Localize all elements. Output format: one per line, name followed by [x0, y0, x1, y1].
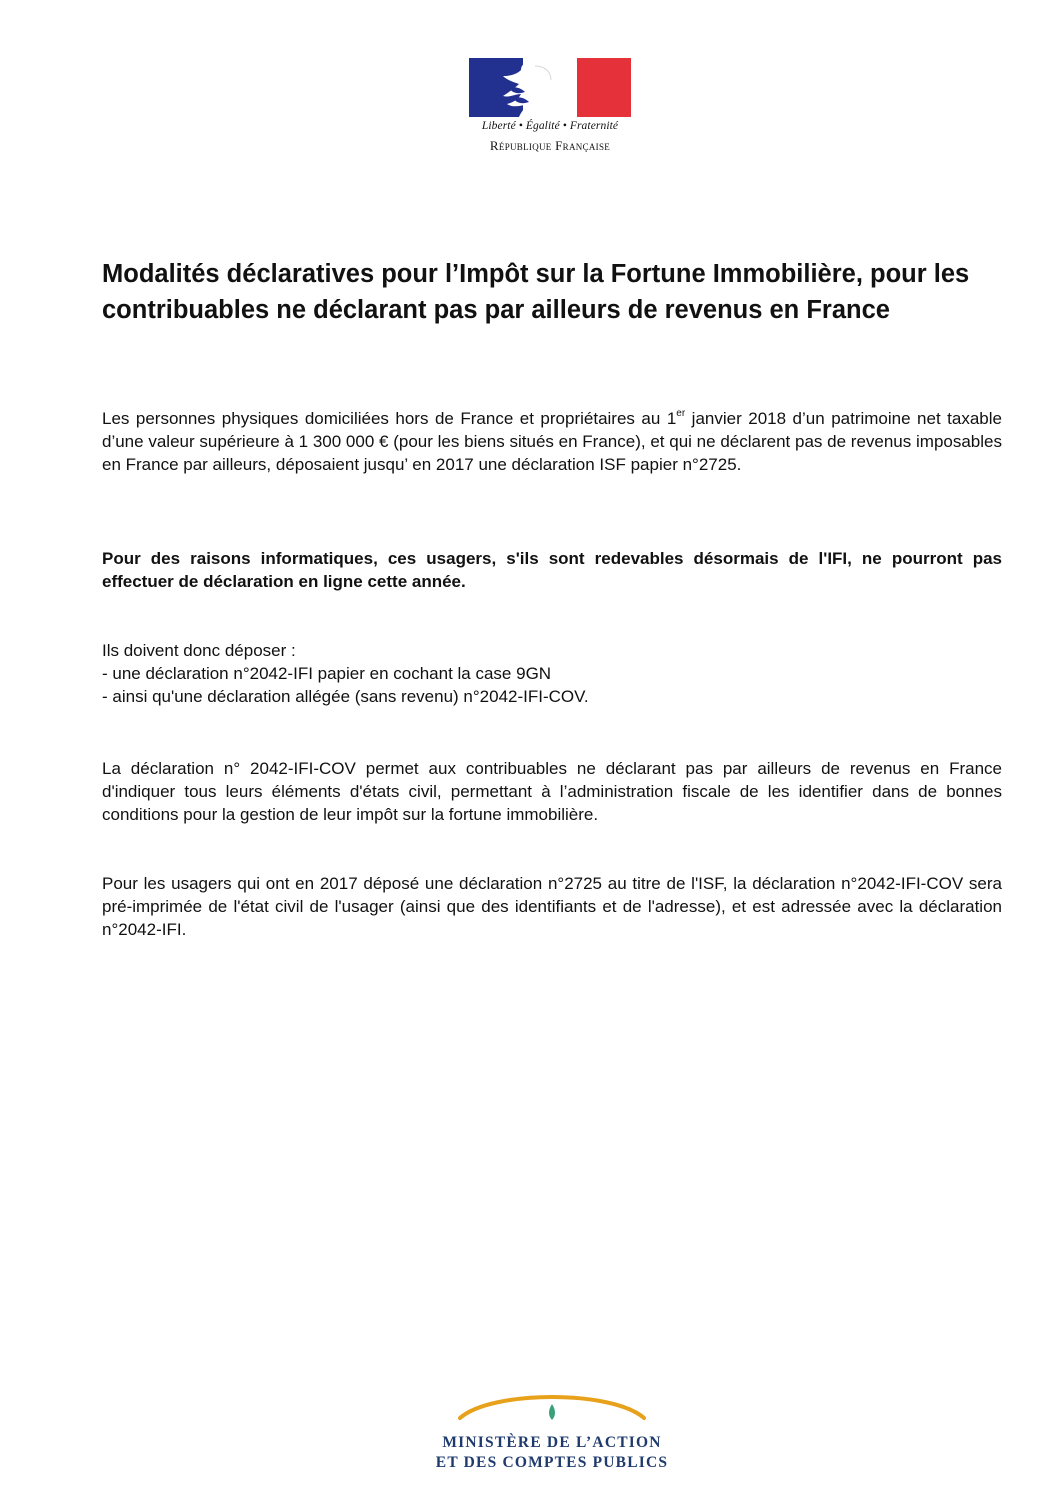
ministere-line-1: MINISTÈRE DE L’ACTION: [442, 1434, 662, 1451]
page-title: Modalités déclaratives pour l’Impôt sur la Fortune Immobilière, pour les contribuables ne déclarant pas par ailleurs de revenus en France: [102, 260, 970, 324]
tricolor-flag-logo: [469, 58, 632, 117]
paragraph-eligibility-start: Les personnes physiques domiciliées hors de France et propriétaires au 1: [102, 409, 677, 428]
requirement-item-2: - ainsi qu'une déclaration allégée (sans revenu) n°2042-IFI-COV.: [102, 687, 589, 706]
republique-francaise-label: République Française: [489, 138, 611, 153]
republique-francaise-logo: [468, 58, 632, 154]
ministere-logo: [432, 1388, 672, 1473]
ministere-line-2: ET DES COMPTES PUBLICS: [435, 1454, 669, 1471]
paragraph-requirements: [102, 639, 1002, 708]
requirements-intro: Ils doivent donc déposer :: [102, 641, 296, 660]
marianne-profile-icon: [469, 58, 632, 117]
paragraph-form-description: La déclaration n° 2042-IFI-COV permet aux contribuables ne déclarant pas par ailleurs de revenus en France d'indiquer tous leurs éléments d'états civil, permettant à l’administration fiscale de les identifier dans de bonnes conditions pour la gestion de leur impôt sur la fortune immobilière.: [102, 759, 1002, 824]
ministere-arc-icon: [432, 1388, 672, 1428]
paragraph-eligibility-rest: janvier 2018 d’un patrimoine net taxable d’une valeur supérieure à 1 300 000 € (pour les biens situés en France), et qui ne déclarent pas de revenus imposables en France par ailleurs, déposaient jusqu’ en 2017 une déclaration ISF papier n°2725.: [102, 409, 1002, 474]
requirement-item-1: - une déclaration n°2042-IFI papier en cochant la case 9GN: [102, 664, 552, 683]
ordinal-superscript: er: [676, 408, 686, 420]
paragraph-warning: Pour des raisons informatiques, ces usagers, s'ils sont redevables désormais de l'IFI, ne pourront pas effectuer de déclaration en ligne cette année.: [102, 549, 1002, 591]
republic-motto: Liberté • Égalité • Fraternité: [481, 120, 619, 132]
paragraph-eligibility: [102, 407, 1002, 476]
paragraph-preprinted: Pour les usagers qui ont en 2017 déposé une déclaration n°2725 au titre de l'ISF, la déclaration n°2042-IFI-COV sera pré-imprimée de l'état civil de l'usager (ainsi que des identifiants et de l'adresse), et est adressée avec la déclaration n°2042-IFI.: [102, 874, 1002, 939]
